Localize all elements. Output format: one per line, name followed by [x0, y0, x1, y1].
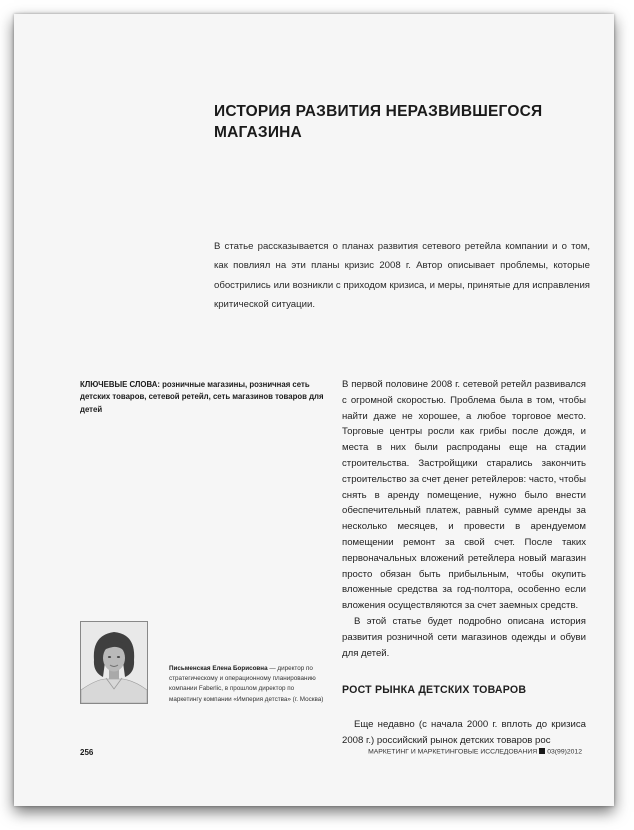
author-portrait-image: [81, 622, 147, 703]
body-paragraph: Еще недавно (с начала 2000 г. вплоть до кризиса 2008 г.) российский рынок детских товаров рос: [342, 719, 586, 746]
author-photo: [80, 621, 148, 704]
square-bullet-icon: [539, 748, 545, 754]
journal-issue: 03(99)2012: [547, 748, 582, 756]
author-name: Письменская Елена Борисовна: [169, 665, 268, 672]
author-description: — директор по стратегическому и операционному планированию компании Faberlic, в прошлом директор по маркетингу компании «Империя детства» (г. Москва): [169, 665, 324, 703]
keywords-block: [80, 379, 330, 416]
page-number: 256: [80, 748, 94, 757]
keywords-label: КЛЮЧЕВЫЕ СЛОВА:: [80, 380, 160, 389]
article-body: [342, 377, 586, 749]
journal-footer: [368, 748, 582, 756]
journal-name: МАРКЕТИНГ И МАРКЕТИНГОВЫЕ ИССЛЕДОВАНИЯ: [368, 748, 538, 756]
keywords-list: розничные магазины, розничная сеть детских товаров, сетевой ретейл, сеть магазинов товаров для детей: [80, 380, 324, 414]
body-paragraph: В этой статье будет подробно описана история развития розничной сети магазинов одежды и обуви для детей.: [342, 615, 586, 659]
body-paragraph: В первой половине 2008 г. сетевой ретейл развивался с огромной скоростью. Проблема была в том, чтобы найти даже не хорошее, а любое торговое место. Торговые центры росли как грибы после дождя, и места в них были распроданы еще на стадии строительства. Застройщики старались закончить строительство за счет денег ретейлеров: часто, чтобы снять в аренду помещение, нужно было внести обеспечительный платеж, равный сумме аренды за несколько месяцев, и провести в арендуемом помещении ремонт за свой счет. После таких первоначальных вложений ретейлера новый магазин просто обязан быть прибыльным, чтобы окупить вложенные средства за год-полтора, особенно если вложения осуществляются за счет заемных средств.: [342, 379, 586, 612]
journal-page: [14, 14, 614, 806]
article-title: ИСТОРИЯ РАЗВИТИЯ НЕРАЗВИВШЕГОСЯ МАГАЗИНА: [214, 103, 543, 141]
article-abstract: В статье рассказывается о планах развития сетевого ретейла компании и о том, как повлиял на эти планы кризис 2008 г. Автор описывает проблемы, которые обострились или возникли с приходом кризиса, и меры, принятые для исправления критической ситуации.: [214, 241, 590, 310]
author-bio: [169, 664, 327, 705]
section-heading: РОСТ РЫНКА ДЕТСКИХ ТОВАРОВ: [342, 684, 527, 697]
